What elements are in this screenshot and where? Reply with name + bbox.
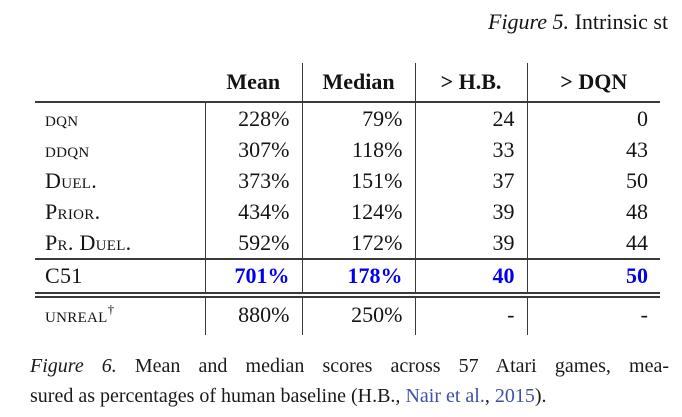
cell-median: 118% (302, 134, 415, 165)
cell-gt-dqn: 0 (527, 102, 660, 134)
cell-gt-hb: 33 (415, 134, 527, 165)
figure6-label: Figure 6. (30, 355, 117, 377)
cell-gt-hb: 37 (415, 165, 527, 196)
table-row-c51-highlighted (35, 259, 660, 295)
cell-mean: 373% (205, 165, 302, 196)
cell-median: 172% (302, 227, 415, 259)
cell-gt-dqn: - (527, 295, 660, 335)
results-table (35, 63, 660, 335)
row-label: ddqn (45, 136, 90, 162)
cell-mean: 228% (205, 102, 302, 134)
row-label: Duel. (45, 167, 98, 193)
cell-median: 124% (302, 196, 415, 227)
col-header-gt-hb: > H.B. (415, 63, 527, 102)
cell-mean: 592% (205, 227, 302, 259)
cell-gt-hb: 39 (415, 227, 527, 259)
cell-mean: 880% (205, 295, 302, 335)
cell-median: 151% (302, 165, 415, 196)
cell-gt-dqn: 48 (527, 196, 660, 227)
corner-cell-empty (35, 63, 205, 102)
table-row-duel (35, 165, 660, 196)
results-table-container (35, 63, 660, 335)
cell-median: 250% (302, 295, 415, 335)
caption-line-1: Figure 6. Mean and median scores across 57 Atari games, mea- (30, 355, 669, 377)
table-row-prior (35, 196, 660, 227)
cell-mean: 434% (205, 196, 302, 227)
cell-gt-dqn: 50 (527, 165, 660, 196)
cell-mean: 307% (205, 134, 302, 165)
header-row (35, 63, 660, 102)
row-label: Prior. (45, 198, 101, 224)
caption-line-2: sured as percentages of human baseline (H.B., Nair et al., 2015). (30, 385, 547, 407)
figure5-caption-fragment (488, 9, 668, 35)
table-row-pr-duel (35, 227, 660, 259)
figure6-caption (30, 351, 669, 411)
cell-gt-hb: - (415, 295, 527, 335)
col-header-gt-dqn: > DQN (527, 63, 660, 102)
cell-gt-hb: 24 (415, 102, 527, 134)
cell-gt-hb: 40 (415, 259, 527, 295)
cell-median: 178% (302, 259, 415, 295)
col-header-mean: Mean (205, 63, 302, 102)
row-label: Pr. Duel. (45, 229, 132, 255)
row-label: C51 (35, 259, 205, 295)
table-row-ddqn (35, 134, 660, 165)
row-label: dqn (45, 105, 79, 131)
cell-gt-dqn: 50 (527, 259, 660, 295)
citation-link-year[interactable]: 2015 (494, 385, 535, 407)
cell-gt-dqn: 44 (527, 227, 660, 259)
row-label: unreal† (45, 301, 115, 327)
figure5-label: Figure 5. (488, 9, 570, 34)
table-row-unreal (35, 295, 660, 335)
figure5-text: Intrinsic st (569, 9, 669, 34)
dagger-footnote-mark: † (107, 301, 115, 317)
citation-link-nair[interactable]: Nair et al. (405, 385, 485, 407)
table-row-dqn (35, 102, 660, 134)
cell-mean: 701% (205, 259, 302, 295)
col-header-median: Median (302, 63, 415, 102)
cell-median: 79% (302, 102, 415, 134)
cell-gt-hb: 39 (415, 196, 527, 227)
cell-gt-dqn: 43 (527, 134, 660, 165)
